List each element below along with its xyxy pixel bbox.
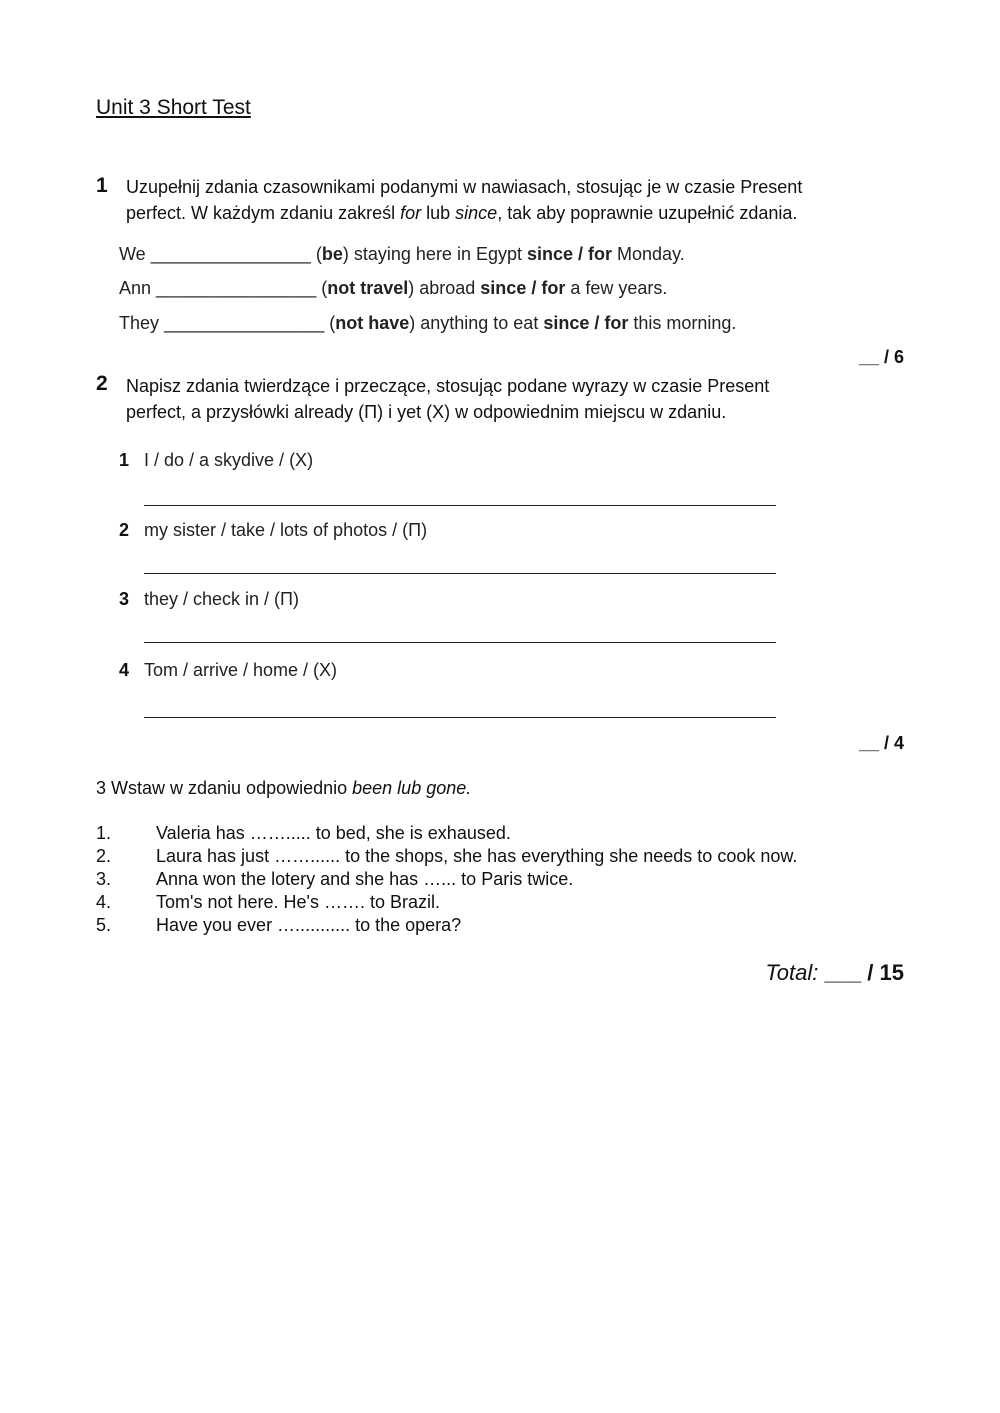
instr-text: , tak aby poprawnie uzupełnić zdania. — [497, 203, 798, 223]
since-for-choice[interactable]: since / for — [527, 244, 613, 264]
exercise-2-instruction — [126, 373, 886, 425]
item-subject: Ann — [119, 278, 152, 298]
item-text: ( — [310, 244, 322, 264]
item-text: ) abroad — [408, 278, 481, 298]
page-title: Unit 3 Short Test — [96, 96, 251, 119]
instr-text: perfect. W każdym zdaniu zakreśl — [126, 203, 401, 223]
instr-since: since — [455, 203, 498, 223]
exercise-3-item-number: 3. — [96, 869, 112, 889]
total-score — [765, 960, 904, 986]
exercise-3-title-italic: been lub gone. — [352, 778, 472, 798]
item-text: ) staying here in Egypt — [342, 244, 527, 264]
exercise-2-number: 2 — [96, 372, 108, 395]
exercise-2-item-prompt: I / do / a skydive / (Χ) — [144, 450, 314, 470]
exercise-3-title-text: 3 Wstaw w zdaniu odpowiednio — [96, 778, 353, 798]
exercise-3-item-number: 2. — [96, 846, 112, 866]
exercise-3-item-text[interactable]: Anna won the lotery and she has …... to Paris twice. — [156, 869, 574, 889]
item-subject: We — [119, 244, 146, 264]
item-text: Monday. — [612, 244, 685, 264]
exercise-3-item-number: 5. — [96, 915, 112, 935]
exercise-1-instruction — [126, 174, 926, 226]
total-label: Total: — [765, 960, 819, 985]
item-subject: They — [119, 313, 160, 333]
exercise-2-item-prompt: Tom / arrive / home / (Χ) — [144, 660, 338, 680]
exercise-1-item — [119, 244, 685, 265]
instr-for: for — [400, 203, 422, 223]
exercise-1-item — [119, 313, 736, 334]
item-text: ( — [316, 278, 328, 298]
answer-blank[interactable]: ________________ — [164, 313, 325, 333]
answer-blank[interactable]: ________________ — [150, 244, 311, 264]
item-text: ) anything to eat — [409, 313, 544, 333]
exercise-2-item-prompt: my sister / take / lots of photos / (Π) — [144, 520, 428, 540]
exercise-2-score: __ / 4 — [858, 733, 904, 753]
answer-line[interactable] — [144, 717, 776, 718]
exercise-2-item-number: 4 — [119, 660, 130, 680]
answer-line[interactable] — [144, 505, 776, 506]
since-for-choice[interactable]: since / for — [543, 313, 629, 333]
exercise-1-instruction-line-1: Uzupełnij zdania czasownikami podanymi w nawiasach, stosując je w czasie Present — [126, 177, 803, 197]
exercise-3-title — [96, 778, 471, 799]
item-verb: not have — [335, 313, 410, 333]
exercise-1-item — [119, 278, 667, 299]
since-for-choice[interactable]: since / for — [480, 278, 566, 298]
exercise-1-instruction-line-2 — [126, 200, 926, 226]
answer-blank[interactable]: ________________ — [156, 278, 317, 298]
exercise-2-item-number: 1 — [119, 450, 130, 470]
exercise-2-instruction-line-1: Napisz zdania twierdzące i przeczące, stosując podane wyrazy w czasie Present — [126, 376, 770, 396]
exercise-2-item-number: 2 — [119, 520, 130, 540]
total-value: ___ / 15 — [818, 960, 904, 985]
item-text: a few years. — [565, 278, 668, 298]
exercise-2-instruction-line-2: perfect, a przysłówki already (Π) i yet (Χ) w odpowiednim miejscu w zdaniu. — [126, 402, 727, 422]
exercise-1-score: __ / 6 — [858, 347, 904, 367]
exercise-3-item-text[interactable]: Tom's not here. He's ……. to Brazil. — [156, 892, 440, 912]
exercise-2-item-prompt: they / check in / (Π) — [144, 589, 300, 609]
exercise-3-item-number: 1. — [96, 823, 112, 843]
item-verb: not travel — [327, 278, 409, 298]
item-text: ( — [324, 313, 336, 333]
item-verb: be — [321, 244, 343, 264]
exercise-3-item-text[interactable]: Laura has just ……...... to the shops, she has everything she needs to cook now. — [156, 846, 798, 866]
exercise-3-item-number: 4. — [96, 892, 112, 912]
instr-text: lub — [421, 203, 456, 223]
exercise-1-number: 1 — [96, 174, 108, 197]
answer-line[interactable] — [144, 573, 776, 574]
exercise-2-item-number: 3 — [119, 589, 130, 609]
exercise-3-item-text[interactable]: Have you ever …........... to the opera? — [156, 915, 462, 935]
item-text: this morning. — [628, 313, 737, 333]
answer-line[interactable] — [144, 642, 776, 643]
exercise-3-item-text[interactable]: Valeria has ……..... to bed, she is exhaused. — [156, 823, 511, 843]
